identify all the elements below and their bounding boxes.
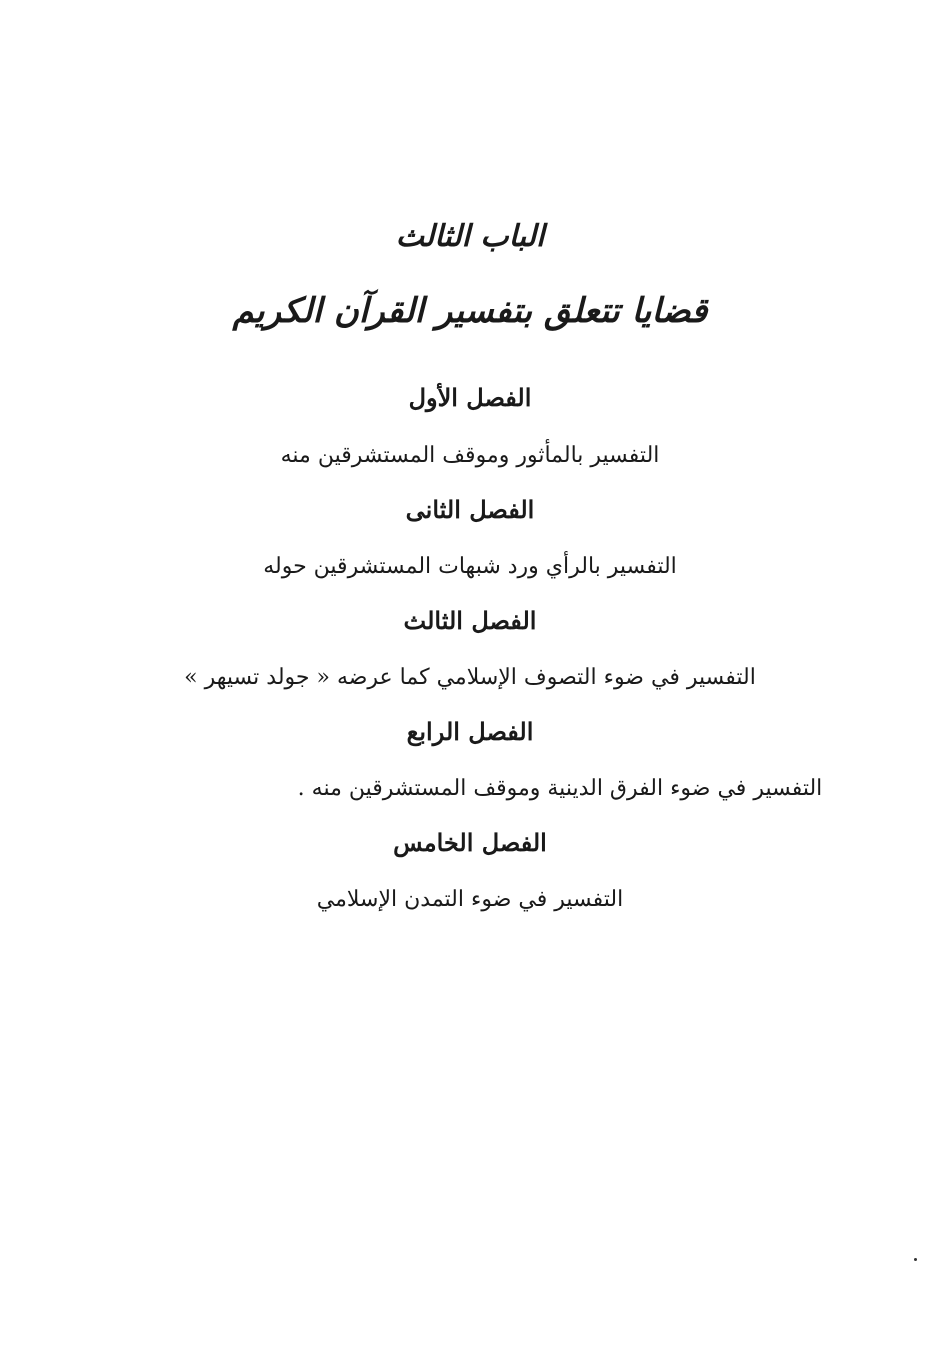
chapter-1-title: الفصل الأول <box>408 383 532 412</box>
chapter-1-description: التفسير بالمأثور وموقف المستشرقين منه <box>280 443 660 468</box>
chapter-2-description: التفسير بالرأي ورد شبهات المستشرقين حوله <box>263 554 677 579</box>
scan-speck <box>914 1258 917 1261</box>
chapter-3-title: الفصل الثالث <box>403 606 537 635</box>
chapter-2-title: الفصل الثانى <box>405 495 535 524</box>
chapter-4-description: التفسير في ضوء الفرق الدينية وموقف المستشرقين منه . <box>297 776 823 801</box>
chapter-3-description: التفسير في ضوء التصوف الإسلامي كما عرضه « جولد تسيهر » <box>184 665 756 690</box>
chapter-5-description: التفسير في ضوء التمدن الإسلامي <box>316 887 624 912</box>
part-subtitle: قضايا تتعلق بتفسير القرآن الكريم <box>232 291 708 331</box>
chapter-5-title: الفصل الخامس <box>393 828 547 857</box>
part-title: الباب الثالث <box>395 219 545 254</box>
chapter-4-title: الفصل الرابع <box>406 717 534 746</box>
